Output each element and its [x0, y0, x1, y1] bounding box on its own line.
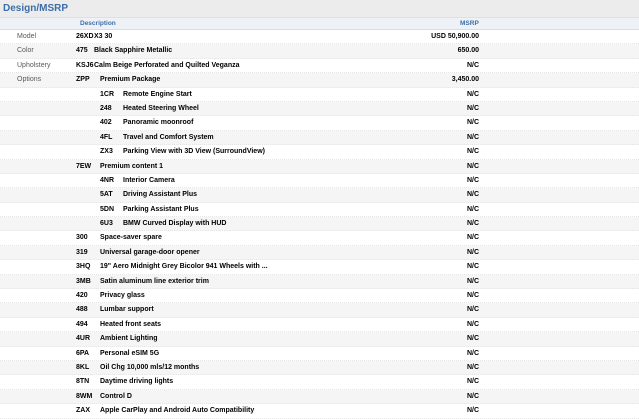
table-row [0, 73, 639, 87]
option-price: USD 50,900.00 [431, 33, 479, 40]
option-price: N/C [466, 378, 479, 386]
table-row [0, 246, 639, 260]
table-row [0, 59, 639, 73]
table-row [0, 275, 639, 289]
option-price: N/C [466, 148, 479, 156]
option-description: Privacy glass [100, 292, 145, 300]
option-description: Space-saver spare [100, 234, 162, 242]
row-label: Model [17, 33, 37, 40]
option-code: 5AT [100, 191, 113, 199]
option-description: Control D [100, 392, 132, 400]
table-row [0, 347, 639, 361]
table-row [0, 231, 639, 245]
option-code: 319 [76, 248, 88, 256]
option-code: 475 [76, 47, 88, 55]
option-description: Apple CarPlay and Android Auto Compatibility [100, 407, 255, 415]
option-description: Premium Package [100, 76, 161, 84]
option-description: BMW Curved Display with HUD [123, 220, 227, 228]
option-price: N/C [466, 248, 479, 256]
option-price: N/C [466, 176, 479, 184]
option-description: Heated Steering Wheel [123, 104, 199, 112]
table-row [0, 217, 639, 231]
option-code: 8TN [76, 378, 90, 386]
option-price: N/C [466, 407, 479, 415]
option-code: 402 [100, 119, 112, 127]
option-description: Universal garage-door opener [100, 248, 200, 256]
option-description: Parking View with 3D View (SurroundView) [123, 148, 265, 156]
table-header [0, 18, 639, 30]
table-row [0, 174, 639, 188]
option-description: X3 30 [94, 33, 113, 40]
option-code: 26XD [76, 33, 94, 40]
option-description: Parking Assistant Plus [123, 205, 199, 213]
table-row [0, 289, 639, 303]
table-row [0, 361, 639, 375]
option-code: 6U3 [100, 220, 113, 228]
option-price: N/C [466, 363, 479, 371]
table-row [0, 390, 639, 404]
table-row [0, 404, 639, 418]
option-price: N/C [466, 320, 479, 328]
option-description: Lumbar support [100, 306, 154, 314]
option-description: 19" Aero Midnight Grey Bicolor 941 Wheels with ... [100, 263, 268, 271]
table-row [0, 145, 639, 159]
header-description: Description [80, 20, 116, 27]
option-price: N/C [466, 277, 479, 285]
option-price: N/C [466, 335, 479, 343]
option-code: 4FL [100, 133, 113, 141]
option-price: N/C [466, 104, 479, 112]
table-row [0, 332, 639, 346]
option-description: Travel and Comfort System [123, 133, 214, 141]
option-price: N/C [466, 349, 479, 357]
table-row [0, 44, 639, 58]
option-price: N/C [466, 191, 479, 199]
table-row [0, 260, 639, 274]
option-description: Satin aluminum line exterior trim [100, 277, 209, 285]
table-row [0, 203, 639, 217]
header-msrp: MSRP [460, 20, 479, 27]
option-code: 8KL [76, 363, 90, 371]
option-code: 300 [76, 234, 88, 242]
option-code: 7EW [76, 162, 92, 170]
table-row [0, 160, 639, 174]
table-row [0, 131, 639, 145]
option-description: Oil Chg 10,000 mls/12 months [100, 363, 200, 371]
table-row [0, 375, 639, 389]
table-row [0, 188, 639, 202]
option-price: N/C [466, 220, 479, 228]
table-row [0, 303, 639, 317]
table-row [0, 318, 639, 332]
table-row [0, 116, 639, 130]
option-price: N/C [466, 162, 479, 170]
option-description: Heated front seats [100, 320, 162, 328]
option-price: N/C [466, 90, 479, 98]
row-label: Options [17, 76, 42, 84]
option-price: N/C [466, 61, 479, 69]
row-label: Color [17, 47, 34, 55]
option-description: Calm Beige Perforated and Quilted Veganza [94, 61, 240, 69]
row-label: Upholstery [17, 61, 51, 69]
option-description: Black Sapphire Metallic [94, 47, 173, 55]
option-price: 3,450.00 [451, 76, 479, 84]
option-description: Daytime driving lights [100, 378, 174, 386]
option-price: 650.00 [457, 47, 479, 55]
option-code: 420 [76, 292, 88, 300]
option-code: 248 [100, 104, 112, 112]
option-description: Driving Assistant Plus [123, 191, 198, 199]
option-code: 4UR [76, 335, 91, 343]
option-code: ZX3 [100, 148, 113, 156]
option-code: ZPP [76, 76, 90, 84]
option-description: Panoramic moonroof [123, 119, 194, 127]
option-price: N/C [466, 205, 479, 213]
msrp-table [0, 30, 639, 419]
option-price: N/C [466, 306, 479, 314]
option-price: N/C [466, 119, 479, 127]
option-description: Ambient Lighting [100, 335, 158, 343]
table-row [0, 102, 639, 116]
option-code: 494 [76, 320, 88, 328]
title-bar [0, 0, 639, 18]
option-code: 6PA [76, 349, 90, 357]
option-code: 3MB [76, 277, 91, 285]
option-description: Interior Camera [123, 176, 175, 184]
option-price: N/C [466, 234, 479, 242]
option-price: N/C [466, 292, 479, 300]
option-code: 1CR [100, 90, 115, 98]
page-title: Design/MSRP [3, 3, 69, 14]
table-row [0, 88, 639, 102]
option-description: Remote Engine Start [123, 90, 192, 98]
option-description: Premium content 1 [100, 162, 164, 170]
option-code: 8WM [76, 392, 93, 400]
option-code: 4NR [100, 176, 115, 184]
option-description: Personal eSIM 5G [100, 349, 160, 357]
option-price: N/C [466, 392, 479, 400]
option-price: N/C [466, 133, 479, 141]
option-code: ZAX [76, 407, 90, 415]
option-code: 488 [76, 306, 88, 314]
option-code: 3HQ [76, 263, 91, 271]
option-code: 5DN [100, 205, 115, 213]
table-row [0, 30, 639, 44]
option-price: N/C [466, 263, 479, 271]
option-code: KSJ6 [76, 61, 94, 69]
